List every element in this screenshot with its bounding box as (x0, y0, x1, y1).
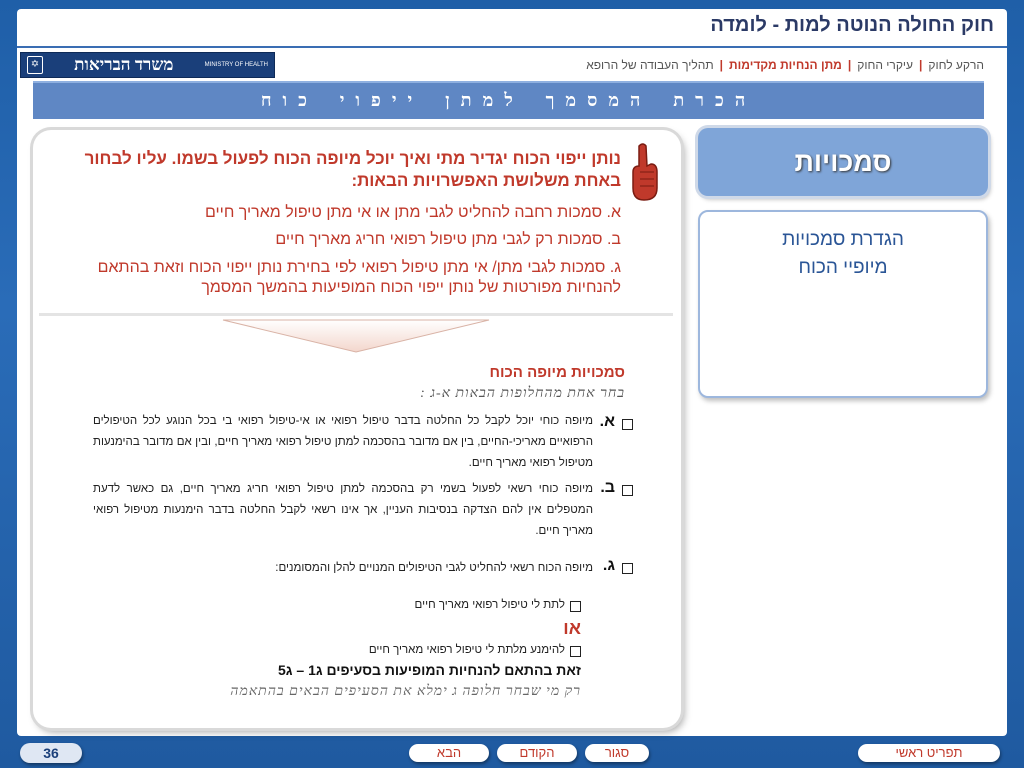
checkbox-c[interactable] (622, 563, 633, 574)
item-b-text: מיופה כוחי רשאי לפעול בשמי רק בהסכמה למתן טיפול רפואי חריג מאריך חיים, גם כאשר לדעת המטפלים אין להם הצדקה בנסיבות העניין, אך אינו רשאי לקבל החלטה בדבר הימנעות מטיפול רפואי מאריך חיים. (93, 483, 593, 537)
checkbox-refrain-treatment[interactable] (570, 646, 581, 657)
checkbox-a[interactable] (622, 419, 633, 430)
item-c-text: מיופה הכוח רשאי להחליט לגבי הטיפולים המנויים להלן והמסומנים: (275, 562, 593, 574)
side-info-box (698, 210, 988, 398)
directives-reference-text: זאת בהתאם להנחיות המופיעות בסעיפים ג1 – ג5 (278, 662, 581, 678)
main-content-card (33, 130, 681, 728)
breadcrumb-item-background[interactable]: הרקע לחוק (928, 58, 984, 72)
item-a-text: מיופה כוחי יוכל לקבל כל החלטה בדבר טיפול רפואי או אי-טיפול רפואי בי בכל הנוגע לכל הטיפולים הרפואיים מאריכי-החיים, בין אם מדובר בהסכמה למתן טיפול רפואי מאריך חיים, ובין אם מדובר בהימנעות מטיפול רפואי מאריך חיים. (93, 415, 593, 469)
next-button[interactable]: הבא (409, 744, 489, 762)
pointing-hand-icon (627, 142, 661, 202)
option-b-text: ב. סמכות רק לגבי מתן טיפול רפואי חריג מאריך חיים (275, 231, 621, 248)
breadcrumb-item-advance-directives[interactable]: מתן הנחיות מקדימות (728, 58, 842, 72)
breadcrumb-separator: | (919, 58, 923, 72)
side-box-line-1: הגדרת סמכויות (782, 229, 904, 250)
title-divider (17, 46, 1007, 48)
instruction-question: נותן ייפוי הכוח יגדיר מתי ואיך יוכל מיופה הכוח לפעול בשמו. עליו לבחור באחת משלושת האפשרויות הבאות: (84, 149, 621, 190)
form-section-subtitle: בחר אחת מהחלופות הבאות א-ג : (420, 386, 625, 401)
option-a-text: א. סמכות רחבה להחליט לגבי מתן או אי מתן טיפול מאריך חיים (204, 204, 621, 221)
section-divider (39, 313, 673, 316)
section-banner: הכרת המסמך למתן ייפוי כוח (33, 81, 984, 119)
side-heading-authorities: סמכויות (698, 128, 988, 196)
sub-option-refrain-treatment: להימנע מלתת לי טיפול רפואי מאריך חיים (368, 644, 565, 656)
breadcrumb (586, 58, 984, 72)
breadcrumb-item-physician-workflow[interactable]: תהליך העבודה של הרופא (586, 58, 714, 72)
item-letter-a: א. (599, 413, 615, 430)
close-button[interactable]: סגור (585, 744, 649, 762)
checkbox-b[interactable] (622, 485, 633, 496)
item-letter-c: ג. (602, 557, 615, 574)
prev-button[interactable]: הקודם (497, 744, 577, 762)
menorah-emblem-icon: ✡ (27, 56, 43, 74)
or-separator: או (563, 618, 581, 638)
logo-hebrew-text: משרד הבריאות (74, 55, 174, 74)
option-c-text: ג. סמכות לגבי מתן/ אי מתן טיפול רפואי לפי בחירת נותן ייפוי הכוח וזאת בהתאם להנחיות מפורטות של נותן ייפוי הכוח המופיעות בהמשך המסמך (97, 259, 621, 296)
item-letter-b: ב. (600, 479, 615, 496)
checkbox-give-treatment[interactable] (570, 601, 581, 612)
handwritten-note: רק מי שבחר חלופה ג ימלא את הסעיפים הבאים בהתאמה (230, 684, 581, 699)
page-title: חוק החולה הנוטה למות - לומדה (710, 14, 994, 36)
page-number: 36 (20, 743, 82, 763)
sub-option-give-treatment: לתת לי טיפול רפואי מאריך חיים (414, 599, 565, 611)
breadcrumb-separator: | (719, 58, 723, 72)
logo-english-text: MINISTRY OF HEALTH (204, 62, 268, 68)
breadcrumb-separator: | (847, 58, 852, 72)
ministry-logo (20, 52, 275, 78)
breadcrumb-item-main-points[interactable]: עיקרי החוק (857, 58, 914, 72)
main-menu-button[interactable]: תפריט ראשי (858, 744, 1000, 762)
side-box-line-2: מיופיי הכוח (798, 257, 888, 278)
down-arrow-icon (221, 318, 491, 354)
form-section-title: סמכויות מיופה הכוח (489, 364, 625, 381)
